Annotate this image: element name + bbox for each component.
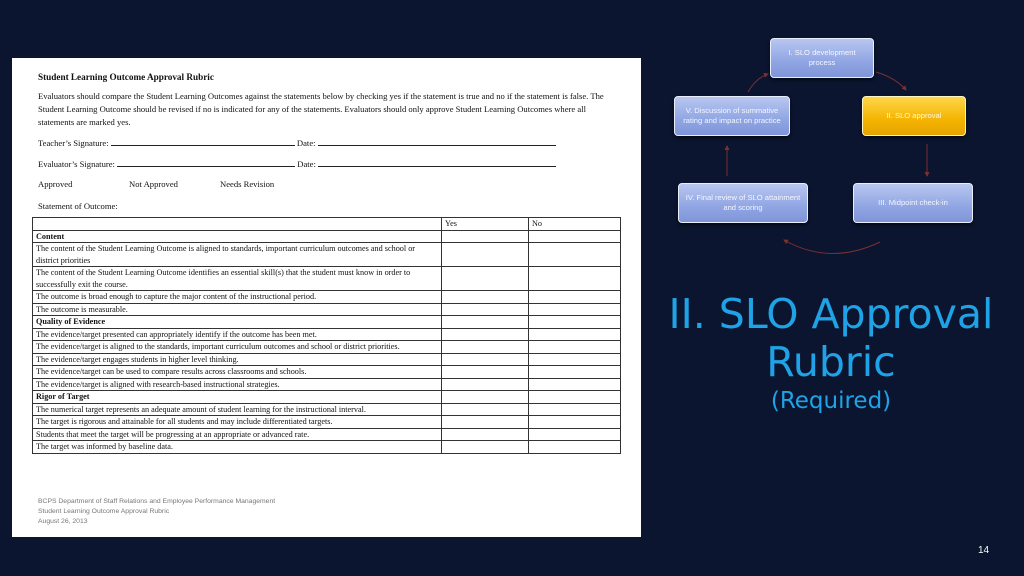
table-header-yes: Yes [442, 218, 529, 231]
yes-checkbox-cell[interactable] [442, 403, 529, 416]
section-heading: Content [33, 230, 442, 243]
criterion-text: The evidence/target is aligned with research-based instructional strategies. [33, 378, 442, 391]
yes-checkbox-cell[interactable] [442, 378, 529, 391]
section-heading: Quality of Evidence [33, 316, 442, 329]
teacher-signature-label: Teacher’s Signature: [38, 138, 109, 148]
criterion-text: The evidence/target presented can appropriately identify if the outcome has been met. [33, 328, 442, 341]
arrow-step5-to-step1 [748, 74, 768, 92]
evaluator-signature-label: Evaluator’s Signature: [38, 159, 115, 169]
cycle-step-4: IV. Final review of SLO attainment and scoring [678, 183, 808, 223]
yes-checkbox-cell[interactable] [442, 353, 529, 366]
approval-options [38, 179, 623, 201]
criterion-text: The target was informed by baseline data. [33, 441, 442, 454]
criterion-text: The evidence/target can be used to compare results across classrooms and schools. [33, 366, 442, 379]
arrow-step1-to-step2 [876, 72, 906, 90]
table-row [33, 441, 621, 454]
table-header-no: No [529, 218, 621, 231]
table-row [33, 416, 621, 429]
table-section-row [33, 230, 621, 243]
criterion-text: The evidence/target engages students in higher level thinking. [33, 353, 442, 366]
table-row [33, 428, 621, 441]
arrow-step3-to-step4 [784, 240, 880, 254]
yes-checkbox-cell[interactable] [442, 428, 529, 441]
table-row [33, 303, 621, 316]
table-row [33, 328, 621, 341]
criterion-text: The evidence/target is aligned to the standards, important curriculum outcomes and school or district priorities. [33, 341, 442, 354]
section-empty-cell [529, 391, 621, 404]
heading-line-1: II. SLO Approval [668, 290, 994, 338]
yes-checkbox-cell[interactable] [442, 328, 529, 341]
footer-line: BCPS Department of Staff Relations and Employee Performance Management [38, 498, 276, 505]
evaluator-date-field[interactable] [318, 158, 556, 167]
yes-checkbox-cell[interactable] [442, 243, 529, 267]
evaluator-signature-line [38, 158, 623, 179]
section-heading: Rigor of Target [33, 391, 442, 404]
table-row [33, 366, 621, 379]
yes-checkbox-cell[interactable] [442, 341, 529, 354]
yes-checkbox-cell[interactable] [442, 267, 529, 291]
document-footer [38, 497, 275, 527]
heading-subtitle: (Required) [770, 388, 892, 414]
no-checkbox-cell[interactable] [529, 378, 621, 391]
table-header-statement [33, 218, 442, 231]
evaluator-signature-field[interactable] [117, 158, 295, 167]
teacher-date-label: Date: [296, 138, 316, 148]
cycle-step-1: I. SLO development process [770, 38, 874, 78]
no-checkbox-cell[interactable] [529, 328, 621, 341]
option-needs-revision[interactable]: Needs Revision [220, 179, 275, 189]
criterion-text: The outcome is measurable. [33, 303, 442, 316]
cycle-step-3: III. Midpoint check-in [853, 183, 973, 223]
slo-cycle-diagram [660, 30, 1010, 270]
footer-line: Student Learning Outcome Approval Rubric [38, 508, 170, 515]
criterion-text: The target is rigorous and attainable for all students and may include differentiated targets. [33, 416, 442, 429]
no-checkbox-cell[interactable] [529, 366, 621, 379]
yes-checkbox-cell[interactable] [442, 441, 529, 454]
no-checkbox-cell[interactable] [529, 341, 621, 354]
criterion-text: Students that meet the target will be progressing at an appropriate or advanced rate. [33, 428, 442, 441]
statement-of-outcome-label: Statement of Outcome: [38, 201, 118, 211]
option-approved[interactable]: Approved [38, 179, 73, 189]
yes-checkbox-cell[interactable] [442, 291, 529, 304]
heading-line-2: Rubric [766, 338, 896, 386]
yes-checkbox-cell[interactable] [442, 416, 529, 429]
table-row [33, 378, 621, 391]
document-title: Student Learning Outcome Approval Rubric [38, 72, 214, 82]
yes-checkbox-cell[interactable] [442, 366, 529, 379]
rubric-document [12, 58, 641, 537]
table-row [33, 291, 621, 304]
no-checkbox-cell[interactable] [529, 416, 621, 429]
section-empty-cell [442, 316, 529, 329]
section-empty-cell [442, 230, 529, 243]
yes-checkbox-cell[interactable] [442, 303, 529, 316]
criterion-text: The numerical target represents an adequate amount of student learning for the instructional interval. [33, 403, 442, 416]
table-row [33, 403, 621, 416]
no-checkbox-cell[interactable] [529, 291, 621, 304]
no-checkbox-cell[interactable] [529, 267, 621, 291]
teacher-signature-line [38, 137, 623, 158]
section-empty-cell [442, 391, 529, 404]
footer-line: August 26, 2013 [38, 518, 88, 525]
option-not-approved[interactable]: Not Approved [129, 179, 178, 189]
table-row [33, 341, 621, 354]
rubric-table [32, 217, 621, 454]
no-checkbox-cell[interactable] [529, 428, 621, 441]
table-section-row [33, 391, 621, 404]
cycle-step-5: V. Discussion of summative rating and impact on practice [674, 96, 790, 136]
criterion-text: The outcome is broad enough to capture the major content of the instructional period. [33, 291, 442, 304]
page-number: 14 [978, 545, 990, 556]
document-instructions: Evaluators should compare the Student Learning Outcomes against the statements below by checking yes if the statement is true and no if the statement is false. The Student Learning Outcome should be revised if no is indicated for any of the statements. Evaluators should only approve Student Learning Outcomes where all statements are marked yes. [38, 91, 604, 127]
cycle-step-2-active: II. SLO approval [862, 96, 966, 136]
section-empty-cell [529, 316, 621, 329]
no-checkbox-cell[interactable] [529, 403, 621, 416]
no-checkbox-cell[interactable] [529, 243, 621, 267]
section-empty-cell [529, 230, 621, 243]
no-checkbox-cell[interactable] [529, 353, 621, 366]
table-row [33, 243, 621, 267]
table-header-row [33, 218, 621, 231]
teacher-date-field[interactable] [318, 137, 556, 146]
table-section-row [33, 316, 621, 329]
teacher-signature-field[interactable] [111, 137, 295, 146]
table-row [33, 353, 621, 366]
no-checkbox-cell[interactable] [529, 441, 621, 454]
criterion-text: The content of the Student Learning Outcome identifies an essential skill(s) that the student must know in order to successfully exit the course. [33, 267, 442, 291]
slide-heading [660, 290, 1002, 416]
table-row [33, 267, 621, 291]
criterion-text: The content of the Student Learning Outcome is aligned to standards, important curriculum outcomes and school or district priorities [33, 243, 442, 267]
no-checkbox-cell[interactable] [529, 303, 621, 316]
evaluator-date-label: Date: [297, 159, 316, 169]
